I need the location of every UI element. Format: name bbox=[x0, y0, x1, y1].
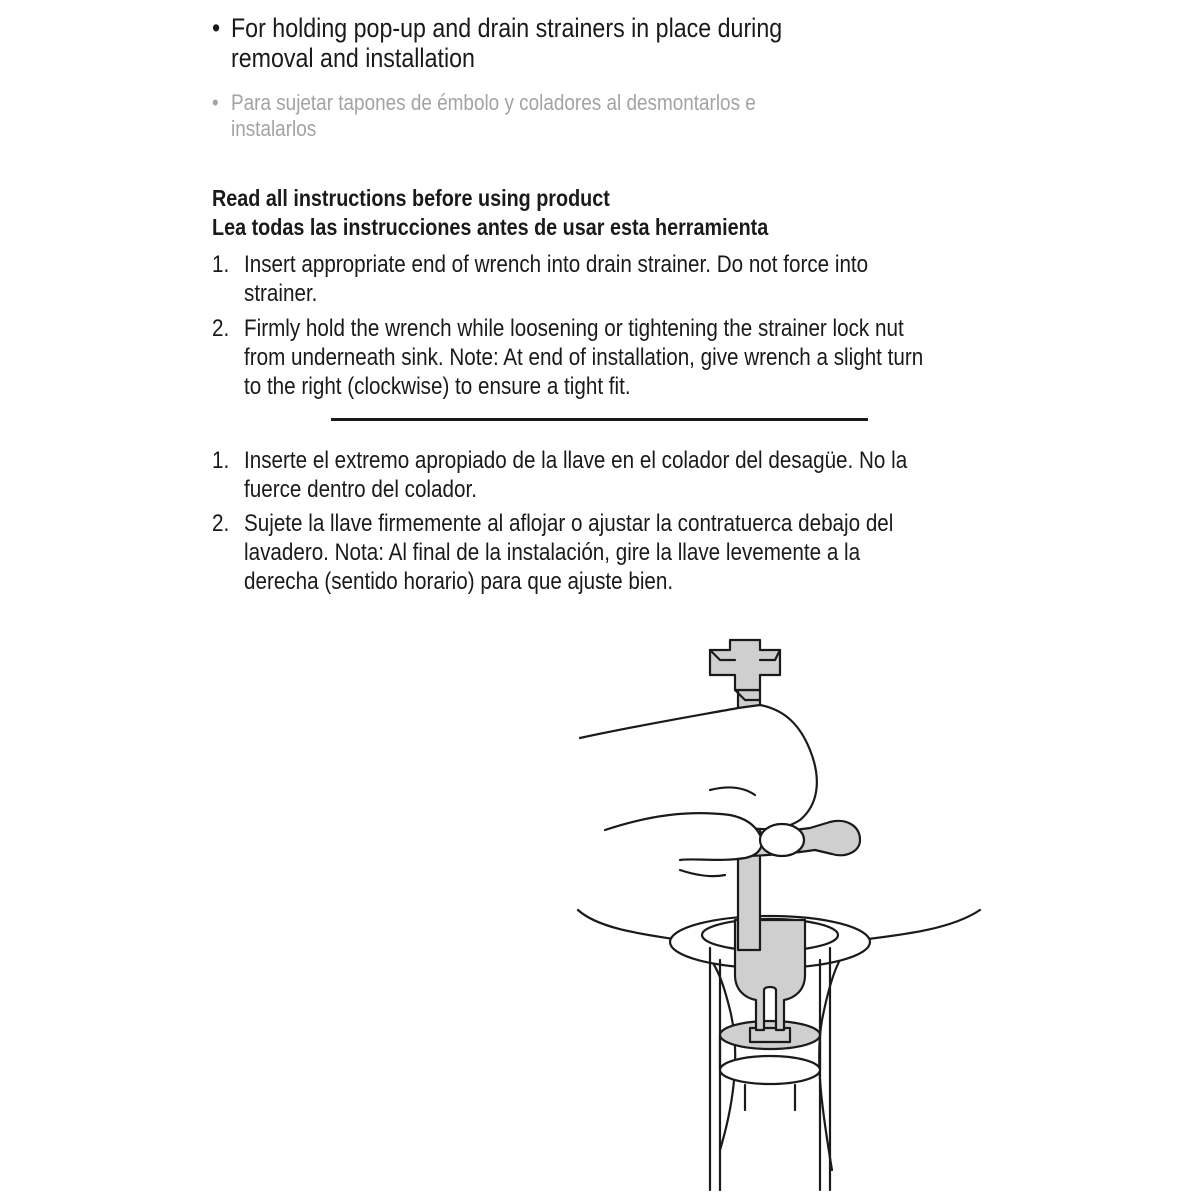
step-es-1-line-1: Inserte el extremo apropiado de la llave en el colador del desagüe. No la bbox=[244, 447, 908, 474]
step-es-2-line-2: lavadero. Nota: Al final de la instalación, gire la llave levemente a la bbox=[244, 539, 861, 566]
step-en-1-line-1: Insert appropriate end of wrench into drain strainer. Do not force into bbox=[244, 251, 869, 278]
thumb bbox=[760, 824, 804, 856]
hand bbox=[580, 705, 817, 829]
section-divider bbox=[331, 418, 868, 421]
step-es-1-line-2: fuerce dentro del colador. bbox=[244, 476, 477, 503]
bullet-marker: • bbox=[212, 90, 219, 115]
strainer-wrench-illustration bbox=[560, 630, 1020, 1200]
step-es-2-line-1: Sujete la llave firmemente al aflojar o ajustar la contratuerca debajo del bbox=[244, 510, 894, 537]
step-number: 1. bbox=[212, 447, 230, 474]
heading-spanish: Lea todas las instrucciones antes de usar esta herramienta bbox=[212, 214, 769, 240]
step-en-2-line-3: to the right (clockwise) to ensure a tight fit. bbox=[244, 373, 631, 400]
bullet-es-line-2: instalarlos bbox=[231, 116, 317, 141]
bullet-en-line-1: For holding pop-up and drain strainers in place during bbox=[231, 13, 783, 43]
step-es-2-line-3: derecha (sentido horario) para que ajuste bien. bbox=[244, 568, 674, 595]
step-en-2-line-1: Firmly hold the wrench while loosening or tightening the strainer lock nut bbox=[244, 315, 904, 342]
step-number: 2. bbox=[212, 510, 230, 537]
heading-english: Read all instructions before using product bbox=[212, 185, 610, 211]
wrench-head bbox=[710, 640, 780, 690]
bullet-marker: • bbox=[212, 13, 221, 43]
step-number: 1. bbox=[212, 251, 230, 278]
step-en-2-line-2: from underneath sink. Note: At end of installation, give wrench a slight turn bbox=[244, 344, 924, 371]
step-number: 2. bbox=[212, 315, 230, 342]
step-en-1-line-2: strainer. bbox=[244, 280, 318, 307]
bullet-en-line-2: removal and installation bbox=[231, 43, 475, 73]
bullet-es-line-1: Para sujetar tapones de émbolo y coladores al desmontarlos e bbox=[231, 90, 756, 115]
